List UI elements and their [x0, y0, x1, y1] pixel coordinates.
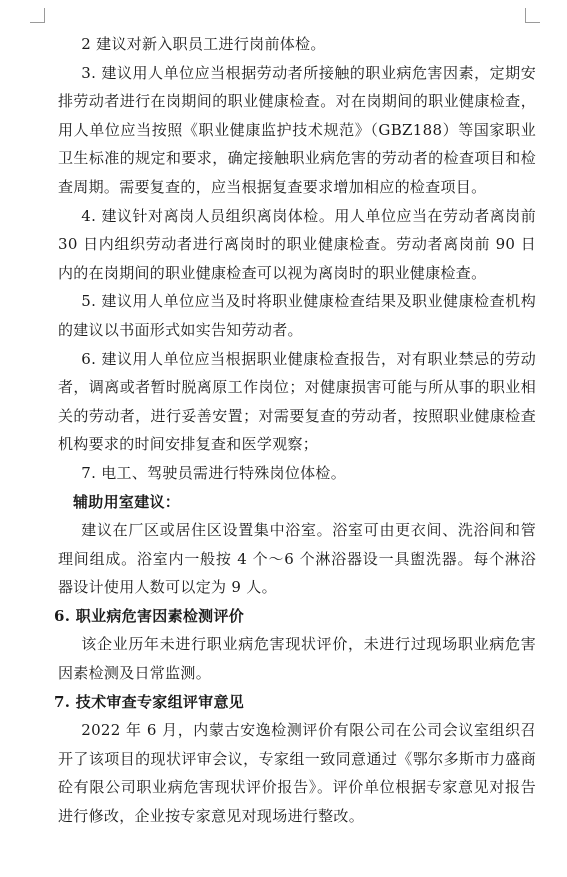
subheading-auxiliary-rooms: 辅助用室建议：: [73, 492, 181, 511]
page-corner-mark-left: [30, 8, 45, 23]
paragraph-review: 2022 年 6 月，内蒙古安逸检测评价有限公司在公司会议室组织召开了该项目的现状评审会议，专家组一致同意通过《鄂尔多斯市力盛商砼有限公司职业病危害现状评价报告》。评价单位根据专家意见对报告进行修改，企业按专家意见对现场进行整改。: [58, 721, 536, 826]
paragraph-bathroom: 建议在厂区或居住区设置集中浴室。浴室可由更衣间、洗浴间和管理间组成。浴室内一般按 4 个～6 个淋浴器设一具盥洗器。每个淋浴器设计使用人数可以定为 9 人。: [58, 521, 536, 597]
paragraph-item-6: 6. 建议用人单位应当根据职业健康检查报告，对有职业禁忌的劳动者，调离或者暂时脱离原工作岗位；对健康损害可能与所从事的职业相关的劳动者，进行妥善安置；对需要复查的劳动者，按照职业健康检查机构要求的时间安排复查和医学观察；: [58, 349, 536, 454]
paragraph-item-5: 5. 建议用人单位应当及时将职业健康检查结果及职业健康检查机构的建议以书面形式如实告知劳动者。: [58, 292, 536, 339]
paragraph-item-7: 7. 电工、驾驶员需进行特殊岗位体检。: [81, 463, 347, 482]
section-heading-6: 6. 职业病危害因素检测评价: [54, 606, 245, 625]
paragraph-item-4: 4. 建议针对离岗人员组织离岗体检。用人单位应当在劳动者离岗前 30 日内组织劳动者进行离岗时的职业健康检查。劳动者离岗前 90 日内的在岗期间的职业健康检查可以视为离岗时的职业健康检查。: [58, 206, 536, 282]
paragraph-item-2: 2 建议对新入职员工进行岗前体检。: [81, 35, 326, 53]
document-body: [54, 30, 536, 831]
paragraph-detection: 该企业历年未进行职业病危害现状评价，未进行过现场职业病危害因素检测及日常监测。: [58, 635, 536, 683]
paragraph-item-3: 3. 建议用人单位应当根据劳动者所接触的职业病危害因素，定期安排劳动者进行在岗期间的职业健康检查。对在岗期间的职业健康检查，用人单位应当按照《职业健康监护技术规范》（GBZ188）等国家职业卫生标准的规定和要求，确定接触职业病危害的劳动者的检查项目和检查周期。需要复查的，应当根据复查要求增加相应的检查项目。: [58, 63, 536, 196]
section-heading-7: 7. 技术审查专家组评审意见: [54, 692, 245, 711]
page-corner-mark-right: [525, 8, 540, 23]
